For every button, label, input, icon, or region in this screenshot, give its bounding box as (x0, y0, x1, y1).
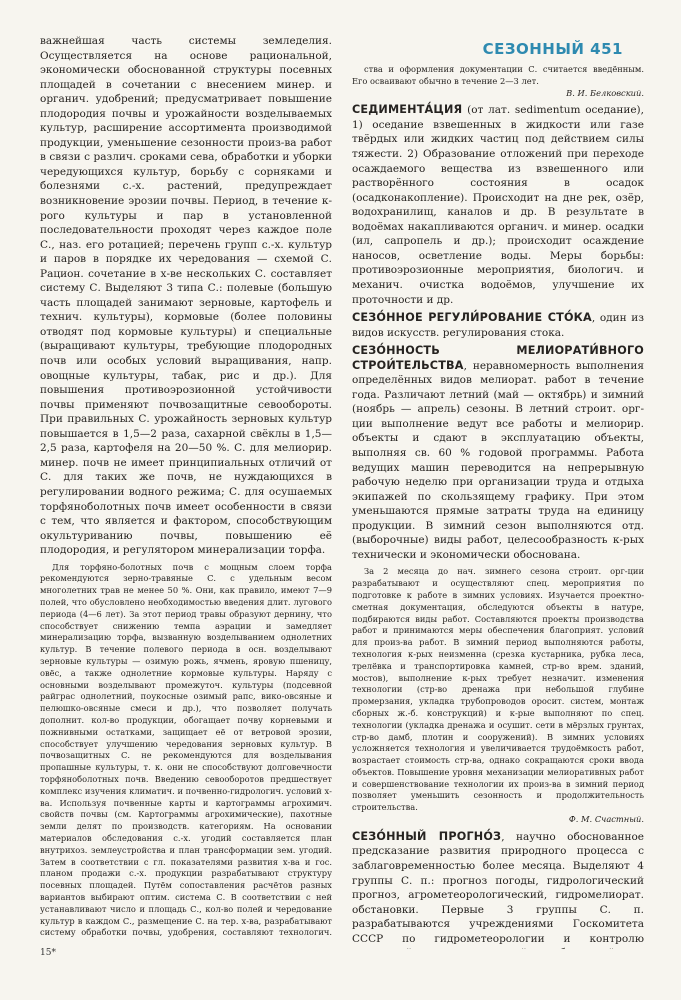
entry-body: , научно обоснованное предсказание развития природного процесса с заблаговременностью более месяца. Выделяют 4 группы С. п.: прогноз погоды, гидрологический прогноз, агрометеорологический, гидромелиорат. обстановки. Первые 3 группы С. п. разрабатываются учреждениями Госкомитета СССР по гидрометеорологии и контролю (352, 830, 644, 945)
left-column (40, 34, 332, 940)
entry-headword: СЕЗО́ННЫЙ ПРОГНО́З (352, 829, 502, 843)
sevooborot-main-text (40, 34, 332, 558)
right-column (352, 34, 644, 949)
running-head: СЕЗОННЫЙ 451 (482, 40, 623, 58)
entry-seasonal-forecast (352, 830, 644, 949)
entry-seasonal-regulation (352, 311, 644, 340)
small-paragraph: Для торфяно-болотных почв с мощным слоем торфа рекомендуются зерно-травяные С. с удельным весом многолетних трав не менее 50 %. Они, как правило, имеют 7—9 полей, что обусловлено необходимостью введения длит. лугового периода (4—6 лет). За этот период травы образуют дернину, что способствует снижению темпа аэрации и замедляет минерализацию торфа, вызванную возделыванием однолетних культур. В течение полевого периода в осн. возделывают зерновые культуры — озимую рожь, ячмень, яровую пшеницу, овёс, а также однолетние кормовые культуры. Наряду с основными возделывают промежуточ. культуры (подсевной райграс однолетний, поукосные озимый рапс, вико-овсяные и пелюшко-овсяные смеси и др.), что позволяет получать дополнит. кол-во продукции, обогащает почву корневыми и пожнивными остатками, защищает её от ветровой эрозии, способствует улучшению чередования зерновых культур. В почвозащитных С. не рекомендуются для возделывания пропашные культуры, т. к. они не способствуют долговечности торфяноболотных почв. Введению севооборотов предшествует комплекс изучения климатич. и почвенно-гидрологич. условий х-ва. Используя почвенные карты и картограммы агрохимич. свойств почвы (см. Картограммы агрохимические), пахотные земли делят по производств. категориям. На основании материалов обследования с.-х. угодий составляется план внутрихоз. землеустройства и план трансформации зем. угодий. Затем в соответствии с гл. показателями развития х-ва и гос. планом продажи с.-х. продукции разрабатывают структуру посевных площадей. Путём сопоставления расчётов разных вариантов выбирают оптим. система С. В соответствии с ней устанавливают число и площадь С., кол-во полей и чередование культур в каждом С., размещение С. на тер. х-ва, разрабатывают систему обработки почвы, удобрения, составляют технологич. (40, 561, 332, 938)
main-paragraph: важнейшая часть системы земледелия. Осуществляется на основе рациональной, экономически обоснованной структуры посевных площадей в сочетании с внесением минер. и органич. удобрений; предусматривает повышение плодородия почвы и урожайности возделываемых культур, расширение ассортимента производимой продукции, уменьшение сезонности произ-ва работ в связи с различ. сроками сева, обработки и уборки чередующихся культур, борьбу с сорняками и болезнями с.-х. растений, предупреждает возникновение эрозии почвы. Период, в течение к-рого культуры и пар в установленной последовательности проходят через каждое поле С., наз. его ротацией; перечень групп с.-х. культур и паров в порядке их чередования — схемой С. Рацион. сочетание в х-ве нескольких С. составляет систему С. Выделяют 3 типа С.: полевые (большую часть площадей занимают зерновые, картофель и технич. культуры), кормовые (более половины отводят под кормовые культуры) и специальные (выращивают культуры, требующие плодородных почв или особых условий выращивания, напр. овощные культуры, табак, рис и др.). Для повышения противоэрозионной устойчивости почвы применяют почвозащитные севообороты. При правильных С. урожайность зерновых культур повышается в 1,5—2 раза, сахарной свёклы в 1,5—2,5 раза, картофеля на 20—50 %. С. для мелиорир. минер. почв не имеет принципиальных отличий от С. для таких же почв, не нуждающихся в регулировании водного режима; С. для осушаемых торфяноболотных почв имеет особенности в связи с тем, что является и фактором, способствующим окультуриванию почвы, повышению её плодородия, и регулятором минерализации торфа. (40, 35, 332, 557)
entry-seasonality-construction (352, 344, 644, 562)
author-signature: В. И. Белковский. (566, 87, 644, 98)
entry-headword: СЕДИМЕНТА́ЦИЯ (352, 103, 463, 117)
entry-body: , один из видов искусств. регулирования стока. (352, 312, 644, 339)
entry-body: (от лат. sedimentum оседание), 1) оседание взвешенных в жидкости или газе твёрдых или жидких частиц под действием силы тяжести. 2) Образование отложений при переходе осаждаемого вещества из взвешенного или растворённого состояния в осадок (осадконакопление). Происходит на дне рек, озёр, водохранилищ, каналов и др. В результате в водоёмах накапливаются органич. и минер. осадки (ил, сапропель и др.); происходит осаждение наносов, осветление воды. Меры борьбы: противоэрозионные мероприятия, биологич. и механич. очистка водоёмов, улучшение их проточности и др. (352, 104, 644, 306)
small-paragraph: За 2 месяца до нач. зимнего сезона строит. орг-ции разрабатывают и осуществляют спец. мероприятия по подготовке к работе в зимних условиях. Изучается проектно-сметная документация, обследуются объекты в натуре, подбираются виды работ. Составляются проекты производства работ и принимаются меры обеспечения благоприят. условий для произ-ва работ. В зимний период выполняются работы, технология к-рых неизменна (срезка кустарника, рубка леса, трелёвка и транспортировка камней, стр-во врем. зданий, мостов), выполнение к-рых требует незначит. изменения технологии (стр-во дренажа при небольшой глубине промерзания, укладка трубопроводов оросит. систем, монтаж сборных ж.-б. конструкций) и к-рые выполняют по спец. технологии (укладка дренажа и осушит. сети в мёрзлых грунтах, стр-во дамб, плотин и сооружений). В зимних условиях усложняется технология и увеличивается трудоёмкость работ, возрастает стоимость стр-ва, однако сокращаются сроки ввода объектов. Повышение уровня механизации мелиоративных работ и совершенствование технологии их произ-ва в зимний период позволяет уменьшить сезонность и продолжительность строительства. (352, 566, 644, 813)
author-signature: Ф. М. Счастный. (568, 814, 644, 825)
sevooborot-small-text (40, 562, 332, 940)
entry-body: , неравномерность выполнения определённых видов мелиорат. работ в течение года. Различают летний (май — октябрь) и зимний (ноябрь — апрель) сезоны. В летний строит. орг-ции выполнение ведут все работы и мелиорир. объекты и сдают в эксплуатацию объекты, выполняя св. 60 % годовой программы. Работа ведущих машин переводится на непрерывную рабочую неделю при организации труда и отдыха экипажей по скользящему графику. При этом уменьшаются прямые затраты труда на единицу продукции. В зимний сезон выполняются отд. (выборочные) виды работ, целесообразность к-рых технически и экономически обоснована. (352, 359, 644, 561)
seasonality-small-text (352, 566, 644, 814)
continued-text (352, 34, 644, 88)
page-folio: 15* (40, 948, 56, 958)
entry-headword: СЕЗО́ННОЕ РЕГУЛИ́РОВАНИЕ СТО́КА (352, 311, 592, 325)
continued-paragraph: ства и оформления документации С. считается введённым. Его осваивают обычно в течение 2—3 лет. (352, 64, 644, 86)
entry-sedimentation (352, 103, 644, 307)
entry-headword: СЕЗО́ННОСТЬ МЕЛИОРАТИ́ВНОГО СТРОИ́ТЕЛЬСТВА (352, 344, 644, 372)
